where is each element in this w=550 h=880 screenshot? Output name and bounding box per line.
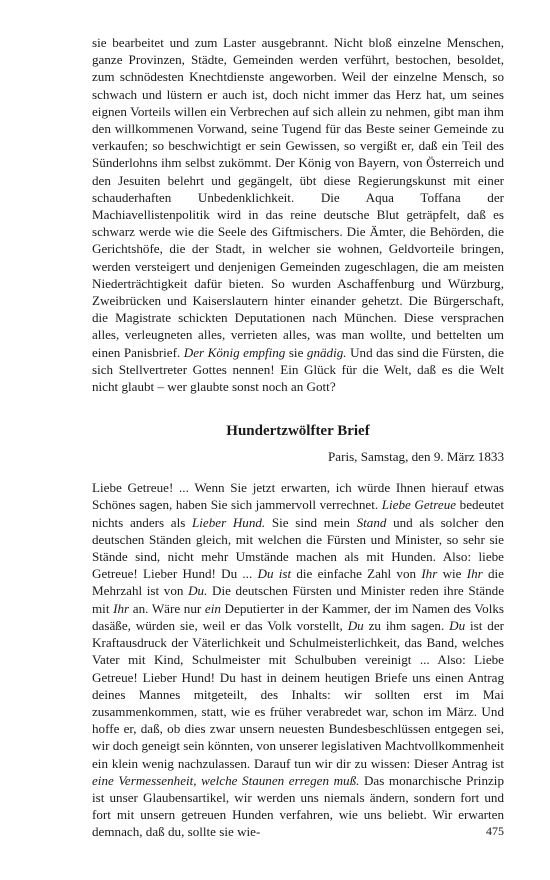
italic-run: Liebe Getreue: [381, 497, 457, 513]
text-run: an. Wäre nur: [129, 600, 205, 616]
text-run: wie: [437, 566, 467, 582]
italic-run: Du: [347, 617, 364, 633]
letter-dateline: Paris, Samstag, den 9. März 1833: [327, 449, 504, 465]
text-run: Das monarchische Prinzip ist unser Glaubensartikel, wir werden uns niemals ändern, sondern fort und fort mit unsern getreuen Hunden verfahren, wie uns beliebt. Wir erwarten demnach, daß du, sollte sie wie-: [92, 772, 504, 840]
paragraph-1: [92, 34, 504, 395]
page-number: 475: [486, 824, 504, 838]
text-run: sie bearbeitet und zum Laster ausgebrannt. Nicht bloß einzelne Menschen, ganze Provinzen, Städte, Gemeinden werden verführt, bestochen, besoldet, zum schnödesten Knechtdienste angeworben. Weil der einzelne Mensch, so schwach und lüstern er auch ist, doch nicht immer das Herz hat, um seines eignen Vorteils willen ein Verbrechen auf sich allein zu nehmen, gibt man ihm den willkommenen Vorwand, seine Tugend für das Beste seiner Gemeinde zu verkaufen; so beschwichtigt er sein Gewissen, so vergißt er, daß ein Teil des Sünderlohns ihm selbst zukömmt. Der König von Bayern, von Österreich und den Jesuiten belehrt und gegängelt, übt diese Regierungskunst mit einer schauderhaften Unbedenklichkeit. Die Aqua Toffana der Machiavellistenpolitik wird in das reine deutsche Blut geträpfelt, daß es schwarz werde wie die Seele des Giftmischers. Die Ämter, die Behörden, die Gerichtshöfe, die der Stadt, in welcher sie wohnen, Geldvorteile bringen, werden versteigert und denjenigen Gemeinden zugeschlagen, die am meisten Niederträchtigkeit dafür bieten. So wurden Aschaffenburg und Würzburg, Zweibrücken und Kaiserslautern hinter einander gehetzt. Die Bürgerschaft, die Magistrate schickten Deputationen nach München. Diese versprachen alles, verleugneten alles, verrieten alles, was man wollte, und bettelten um einen Panisbrief.: [92, 35, 504, 360]
italic-run: Du ist: [257, 566, 292, 582]
text-run: sie: [285, 344, 307, 360]
italic-run: ein: [204, 600, 221, 616]
italic-run: Ihr: [421, 566, 438, 582]
italic-run: eine Vermessenheit, welche Staunen erregen muß.: [92, 772, 360, 788]
italic-run: Ihr: [113, 600, 130, 616]
text-run: Und das sind die Fürsten, die sich Stellvertreter Gottes nennen! Ein Glück für die Welt, daß es die Welt nicht glaubt – wer glaubte sonst noch an Gott?: [92, 344, 504, 395]
text-run: die einfache Zahl von: [291, 566, 422, 582]
text-run: die Mehrzahl ist von: [92, 566, 504, 599]
text-run: ist der Kraftausdruck der Väterlichkeit und Schulmeisterlichkeit, das Band, welches Vater mit Kind, Schulmeister mit Schulbuben vereinigt ... Also: Liebe Getreue! Lieber Hund! Du hast in deinem heutigen Briefe uns einen Antrag deines Mannes mitgeteilt, des Inhalts: wir sollten erst im Mai zusammenkommen, statt, wie es früher verabredet war, schon im März. Und hoffe er, daß, ob dies zwar unsern neuesten Bundesbeschlüssen entgegen sei, wir doch geneigt sein könnten, von unserer legislativen Machtvollkommenheit ein klein wenig nachzulassen. Darauf tun wir dir zu wissen: Dieser Antrag ist: [92, 617, 504, 771]
italic-run: Lieber Hund.: [191, 514, 266, 530]
italic-run: Du: [449, 617, 466, 633]
text-run: und als solcher den deutschen Ständen gleich, mit welchen die Fürsten und Minister, so sehr sie Stände sind, nicht mehr Umstände machen als mit Hunden. Also: liebe Getreue! Lieber Hund! Du ...: [92, 514, 504, 582]
text-run: bedeutet nichts anders als: [92, 497, 505, 530]
paragraph-2: [92, 479, 504, 840]
italic-run: Stand: [356, 514, 387, 530]
letter-heading: Hundertzwölfter Brief: [226, 423, 370, 440]
italic-run: Ihr: [466, 566, 483, 582]
italic-run: Du.: [188, 583, 208, 599]
text-run: Sie sind mein: [265, 514, 357, 530]
text-run: Deputierter in der Kammer, der im Namen des Volks dasäße, würden sie, weil er das Volk vorstellt,: [92, 600, 504, 633]
text-run: zu ihm sagen.: [363, 617, 450, 633]
italic-run: Der König empfing: [183, 344, 286, 360]
page-body: [92, 34, 504, 841]
italic-run: gnädig.: [306, 344, 347, 360]
text-run: Liebe Getreue! ... Wenn Sie jetzt erwarten, ich würde Ihnen hierauf etwas Schönes sagen, haben Sie sich jammervoll verrechnet.: [92, 480, 504, 513]
text-run: Die deutschen Fürsten und Minister reden ihre Stände mit: [92, 583, 505, 616]
